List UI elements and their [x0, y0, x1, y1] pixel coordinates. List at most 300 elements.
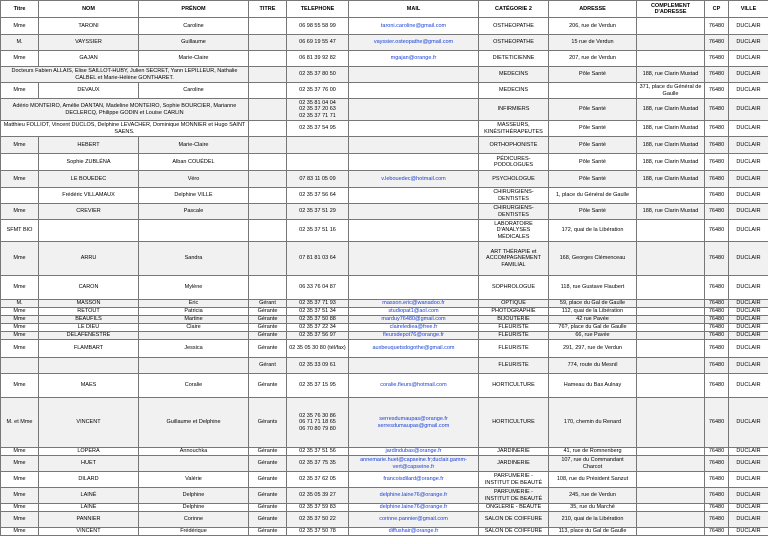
- col-header-adresse: ADRESSE: [549, 1, 637, 18]
- cell-categorie: CHIRURGIENS-DENTISTES: [479, 188, 549, 204]
- cell-telephone: 07 81 81 03 64: [287, 242, 349, 276]
- cell-prenom: Patricia: [139, 308, 249, 316]
- cell-titre-2: [249, 51, 287, 67]
- cell-adresse: 113, place du Gal de Gaulle: [549, 528, 637, 536]
- cell-categorie: PHOTOGRAPHIE: [479, 308, 549, 316]
- table-row: [1, 18, 768, 35]
- cell-adresse: 107, rue du Commandant Charcot: [549, 456, 637, 472]
- cell-ville: DUCLAIR: [729, 204, 768, 220]
- table-row: [1, 332, 768, 340]
- cell-titre: SFMT BIO: [1, 220, 39, 242]
- table-row: [1, 340, 768, 358]
- cell-mail: [349, 242, 479, 276]
- table-row: [1, 204, 768, 220]
- cell-complement: [637, 398, 705, 448]
- cell-complement: [637, 332, 705, 340]
- header-row: [1, 1, 768, 18]
- cell-titre-2: [249, 99, 287, 121]
- cell-cp: 76480: [705, 18, 729, 35]
- cell-adresse: 112, quai de la Libération: [549, 308, 637, 316]
- cell-titre: Mme: [1, 324, 39, 332]
- cell-titre-2: [249, 276, 287, 300]
- cell-telephone: 02 35 37 75 35: [287, 456, 349, 472]
- table-row: [1, 51, 768, 67]
- cell-adresse: Pôle Santé: [549, 154, 637, 171]
- cell-telephone: 02 35 37 56 64: [287, 188, 349, 204]
- cell-complement: [637, 456, 705, 472]
- cell-cp: 76480: [705, 488, 729, 504]
- cell-mail: [349, 121, 479, 137]
- cell-titre-2: [249, 121, 287, 137]
- cell-titre-2: [249, 188, 287, 204]
- cell-adresse: 774, route du Mesnil: [549, 358, 637, 374]
- cell-ville: DUCLAIR: [729, 512, 768, 528]
- cell-mail[interactable]: fleursdepot76@orange.fr: [349, 332, 479, 340]
- cell-mail[interactable]: serresdumaupas@orange.fr serresdumaupas@gmail.com: [349, 398, 479, 448]
- cell-ville: DUCLAIR: [729, 220, 768, 242]
- cell-cp: 76480: [705, 472, 729, 488]
- cell-mail[interactable]: studiopat1@aol.com: [349, 308, 479, 316]
- cell-categorie: BIJOUTERIE: [479, 316, 549, 324]
- cell-cp: 76480: [705, 316, 729, 324]
- cell-mail: [349, 67, 479, 83]
- cell-categorie: HORTICULTURE: [479, 398, 549, 448]
- cell-titre: [1, 154, 39, 171]
- cell-categorie: MASSEURS, KINÉSITHÉRAPEUTES: [479, 121, 549, 137]
- cell-adresse: Pôle Santé: [549, 171, 637, 188]
- cell-prenom: Sandra: [139, 242, 249, 276]
- cell-nom: DELAFENESTRE: [39, 332, 139, 340]
- cell-telephone: 06 69 19 55 47: [287, 35, 349, 51]
- cell-titre: [1, 188, 39, 204]
- cell-titre: M.: [1, 35, 39, 51]
- cell-prenom: Marie-Claire: [139, 137, 249, 154]
- cell-cp: 76480: [705, 121, 729, 137]
- cell-adresse: Pôle Santé: [549, 204, 637, 220]
- cell-nom: LE DIEU: [39, 324, 139, 332]
- cell-ville: DUCLAIR: [729, 332, 768, 340]
- cell-mail[interactable]: v.lebouedec@hotmail.com: [349, 171, 479, 188]
- cell-nom: DILARD: [39, 472, 139, 488]
- cell-titre-2: Gérant: [249, 300, 287, 308]
- col-header-ville: VILLE: [729, 1, 768, 18]
- cell-adresse: 1, place du Général de Gaulle: [549, 188, 637, 204]
- cell-nom: LAINÉ: [39, 504, 139, 512]
- cell-titre: M. et Mme: [1, 398, 39, 448]
- table-row: [1, 188, 768, 204]
- cell-titre-2: [249, 220, 287, 242]
- cell-categorie: LABORATOIRE D'ANALYSES MÉDICALES: [479, 220, 549, 242]
- cell-titre-2: [249, 171, 287, 188]
- cell-mail[interactable]: masson.eric@wanadoo.fr: [349, 300, 479, 308]
- cell-titre-2: Gérante: [249, 528, 287, 536]
- cell-cp: 76480: [705, 308, 729, 316]
- cell-titre: M.: [1, 300, 39, 308]
- cell-mail[interactable]: jardindubas@orange.fr: [349, 448, 479, 456]
- cell-telephone: [287, 137, 349, 154]
- cell-prenom: Annouchka: [139, 448, 249, 456]
- cell-nom: LAINÉ: [39, 488, 139, 504]
- cell-cp: 76480: [705, 83, 729, 99]
- cell-mail: [349, 83, 479, 99]
- cell-ville: DUCLAIR: [729, 137, 768, 154]
- cell-adresse: 15 rue de Verdun: [549, 35, 637, 51]
- table-row: [1, 488, 768, 504]
- cell-telephone: 02 35 37 22 34: [287, 324, 349, 332]
- cell-mail[interactable]: auxbeuquetsdogothe@gmail.com: [349, 340, 479, 358]
- cell-categorie: PSYCHOLOGUE: [479, 171, 549, 188]
- cell-complement: [637, 220, 705, 242]
- cell-ville: DUCLAIR: [729, 51, 768, 67]
- col-header-titre-2: TITRE: [249, 1, 287, 18]
- cell-telephone: 02 35 37 54 95: [287, 121, 349, 137]
- cell-nom: BEAUFILS: [39, 316, 139, 324]
- cell-telephone: 06 81 39 92 82: [287, 51, 349, 67]
- cell-ville: DUCLAIR: [729, 504, 768, 512]
- cell-nom: [39, 358, 139, 374]
- cell-categorie: HORTICULTURE: [479, 374, 549, 398]
- cell-categorie: FLEURISTE: [479, 340, 549, 358]
- cell-prenom: Valérie: [139, 472, 249, 488]
- cell-titre-2: Gérante: [249, 316, 287, 324]
- cell-prenom: Mylène: [139, 276, 249, 300]
- cell-categorie: ONGLERIE - BEAUTÉ: [479, 504, 549, 512]
- cell-ville: DUCLAIR: [729, 456, 768, 472]
- cell-adresse: 118, rue Gustave Flaubert: [549, 276, 637, 300]
- cell-mail[interactable]: delphine.laine76@orange.fr: [349, 504, 479, 512]
- cell-prenom: Frédérique: [139, 528, 249, 536]
- cell-titre: Mme: [1, 204, 39, 220]
- cell-titre-2: Gérant: [249, 358, 287, 374]
- cell-cp: 76480: [705, 324, 729, 332]
- cell-telephone: 02 35 33 09 61: [287, 358, 349, 374]
- cell-prenom: Corinne: [139, 512, 249, 528]
- cell-titre: Matthieu FOLLIOT, Vincent DUCLOS, Delphine LEVACHER, Dominique MONNIER et Hugo SAINT SAENS.: [1, 121, 249, 137]
- cell-titre: Mme: [1, 340, 39, 358]
- cell-prenom: Véro: [139, 171, 249, 188]
- cell-titre: Mme: [1, 276, 39, 300]
- cell-complement: 188, rue Clarin Mustad: [637, 67, 705, 83]
- cell-titre: Mme: [1, 242, 39, 276]
- cell-prenom: Guillaume: [139, 35, 249, 51]
- cell-ville: DUCLAIR: [729, 448, 768, 456]
- cell-telephone: 02 35 05 30 80 (tél/fax): [287, 340, 349, 358]
- cell-cp: 76480: [705, 504, 729, 512]
- cell-titre: Mme: [1, 308, 39, 316]
- cell-categorie: PARFUMERIE - INSTITUT DE BEAUTÉ: [479, 488, 549, 504]
- cell-telephone: 02 35 37 50 78: [287, 528, 349, 536]
- col-header-mail: MAIL: [349, 1, 479, 18]
- cell-adresse: [549, 83, 637, 99]
- cell-cp: 76480: [705, 512, 729, 528]
- cell-titre-2: Gérante: [249, 332, 287, 340]
- table-body: [1, 18, 768, 536]
- cell-categorie: FLEURISTE: [479, 332, 549, 340]
- cell-categorie: JARDINERIE: [479, 456, 549, 472]
- cell-complement: 188, rue Clarin Mustad: [637, 154, 705, 171]
- cell-nom: HEBERT: [39, 137, 139, 154]
- cell-ville: DUCLAIR: [729, 340, 768, 358]
- cell-ville: DUCLAIR: [729, 83, 768, 99]
- cell-nom: MAES: [39, 374, 139, 398]
- cell-nom: VINCENT: [39, 528, 139, 536]
- cell-titre: Mme: [1, 512, 39, 528]
- cell-ville: DUCLAIR: [729, 171, 768, 188]
- cell-mail[interactable]: clairelediea@free.fr: [349, 324, 479, 332]
- cell-adresse: 66, rue Pavée: [549, 332, 637, 340]
- cell-prenom: Delphine: [139, 488, 249, 504]
- cell-mail[interactable]: taroni.caroline@gmail.com: [349, 18, 479, 35]
- table-row: [1, 324, 768, 332]
- cell-nom: TARONI: [39, 18, 139, 35]
- cell-prenom: Delphine VILLE: [139, 188, 249, 204]
- cell-complement: [637, 488, 705, 504]
- cell-cp: 76480: [705, 300, 729, 308]
- cell-complement: [637, 51, 705, 67]
- cell-complement: [637, 358, 705, 374]
- col-header-telephone: TELEPHONE: [287, 1, 349, 18]
- cell-categorie: ORTHOPHONISTE: [479, 137, 549, 154]
- cell-mail[interactable]: vayssier.osteopathe@gmail.com: [349, 35, 479, 51]
- cell-ville: DUCLAIR: [729, 358, 768, 374]
- cell-complement: 188, rue Clarin Mustad: [637, 137, 705, 154]
- cell-prenom: Coralie: [139, 374, 249, 398]
- cell-titre: Mme: [1, 448, 39, 456]
- cell-nom: LE BOUEDEC: [39, 171, 139, 188]
- cell-adresse: Pôle Santé: [549, 99, 637, 121]
- cell-nom: CREVIER: [39, 204, 139, 220]
- table-row: [1, 83, 768, 99]
- cell-telephone: 02 35 37 62 05: [287, 472, 349, 488]
- cell-complement: [637, 504, 705, 512]
- cell-categorie: FLEURISTE: [479, 358, 549, 374]
- cell-nom: VINCENT: [39, 398, 139, 448]
- cell-ville: DUCLAIR: [729, 528, 768, 536]
- table-row: [1, 316, 768, 324]
- cell-prenom: Caroline: [139, 18, 249, 35]
- cell-complement: [637, 528, 705, 536]
- cell-categorie: SOPHROLOGUE: [479, 276, 549, 300]
- cell-prenom: [139, 358, 249, 374]
- cell-complement: [637, 472, 705, 488]
- cell-cp: 76480: [705, 220, 729, 242]
- cell-prenom: [139, 456, 249, 472]
- table-row: [1, 99, 768, 121]
- cell-telephone: 02 35 37 51 29: [287, 204, 349, 220]
- table-row: [1, 137, 768, 154]
- cell-cp: 76480: [705, 188, 729, 204]
- cell-categorie: SALON DE COIFFURE: [479, 528, 549, 536]
- cell-mail[interactable]: marduy76480@gmail.com: [349, 316, 479, 324]
- table-row: [1, 528, 768, 536]
- cell-complement: 188, rue Clarin Mustad: [637, 204, 705, 220]
- cell-telephone: 06 98 55 58 99: [287, 18, 349, 35]
- cell-complement: 188, rue Clarin Mustad: [637, 99, 705, 121]
- cell-telephone: 07 83 11 05 09: [287, 171, 349, 188]
- cell-telephone: 02 35 37 51 34: [287, 308, 349, 316]
- cell-categorie: PARFUMERIE - INSTITUT DE BEAUTÉ: [479, 472, 549, 488]
- cell-adresse: 108, rue du Président Sanzut: [549, 472, 637, 488]
- cell-prenom: Éric: [139, 300, 249, 308]
- cell-adresse: 59, place du Gal de Gaulle: [549, 300, 637, 308]
- cell-telephone: 02 35 37 50 22: [287, 512, 349, 528]
- cell-telephone: 02 35 37 51 56: [287, 448, 349, 456]
- cell-complement: [637, 512, 705, 528]
- cell-titre-2: Gérante: [249, 504, 287, 512]
- table-row: [1, 220, 768, 242]
- table-row: [1, 504, 768, 512]
- cell-mail[interactable]: delphine.laine76@orange.fr: [349, 488, 479, 504]
- cell-titre-2: Gérante: [249, 488, 287, 504]
- cell-nom: RETOUT: [39, 308, 139, 316]
- cell-cp: 76480: [705, 340, 729, 358]
- cell-cp: 76480: [705, 35, 729, 51]
- cell-mail: [349, 137, 479, 154]
- cell-nom: CARON: [39, 276, 139, 300]
- cell-nom: FLAMBART: [39, 340, 139, 358]
- cell-complement: [637, 340, 705, 358]
- cell-mail: [349, 276, 479, 300]
- cell-categorie: JARDINERIE: [479, 448, 549, 456]
- cell-telephone: 02 35 37 71 93: [287, 300, 349, 308]
- cell-ville: DUCLAIR: [729, 308, 768, 316]
- cell-nom: VAYSSIER: [39, 35, 139, 51]
- cell-categorie: ART THÉRAPIE et ACCOMPAGNEMENT FAMILIAL: [479, 242, 549, 276]
- cell-nom: MASSON: [39, 300, 139, 308]
- cell-prenom: [139, 332, 249, 340]
- cell-adresse: Hameau du Bas Aulnay: [549, 374, 637, 398]
- cell-categorie: OSTHEOPATHE: [479, 18, 549, 35]
- cell-ville: DUCLAIR: [729, 374, 768, 398]
- table-row: [1, 154, 768, 171]
- cell-cp: 76480: [705, 204, 729, 220]
- cell-telephone: 06 33 76 04 87: [287, 276, 349, 300]
- cell-titre-2: [249, 137, 287, 154]
- cell-categorie: MEDECINS: [479, 83, 549, 99]
- cell-cp: 76480: [705, 528, 729, 536]
- cell-mail[interactable]: francoisdilard@orange.fr: [349, 472, 479, 488]
- cell-mail[interactable]: annemarie.huet@capseine.fr;duclair.gamm-vert@capseine.fr: [349, 456, 479, 472]
- cell-prenom: Caroline: [139, 83, 249, 99]
- table-row: [1, 448, 768, 456]
- table-row: [1, 512, 768, 528]
- cell-titre-2: Gérante: [249, 472, 287, 488]
- cell-titre: Mme: [1, 528, 39, 536]
- cell-categorie: OSTHEOPATHE: [479, 35, 549, 51]
- table-row: [1, 472, 768, 488]
- cell-complement: [637, 188, 705, 204]
- cell-adresse: 210, quai de la Libération: [549, 512, 637, 528]
- cell-titre-2: Gérante: [249, 374, 287, 398]
- cell-mail[interactable]: diffushair@orange.fr: [349, 528, 479, 536]
- cell-prenom: Marie-Claire: [139, 51, 249, 67]
- cell-prenom: Guillaume et Delphine: [139, 398, 249, 448]
- col-header-prenom: PRÉNOM: [139, 1, 249, 18]
- table-row: [1, 242, 768, 276]
- cell-nom: Sophie ZUBLÉNA: [39, 154, 139, 171]
- cell-titre: Mme: [1, 171, 39, 188]
- col-header-complement: COMPLEMENT D'ADRESSE: [637, 1, 705, 18]
- cell-telephone: [287, 154, 349, 171]
- cell-telephone: 02 35 76 30 86 06 71 71 18 65 06 70 80 79 80: [287, 398, 349, 448]
- cell-complement: [637, 374, 705, 398]
- cell-nom: [39, 220, 139, 242]
- cell-adresse: 291, 297, rue de Verdun: [549, 340, 637, 358]
- cell-telephone: 02 35 37 80 50: [287, 67, 349, 83]
- cell-telephone: 02 35 37 51 16: [287, 220, 349, 242]
- cell-titre: Mme: [1, 472, 39, 488]
- cell-categorie: OPTIQUE: [479, 300, 549, 308]
- cell-titre-2: [249, 35, 287, 51]
- cell-ville: DUCLAIR: [729, 99, 768, 121]
- cell-mail: [349, 358, 479, 374]
- cell-ville: DUCLAIR: [729, 472, 768, 488]
- cell-telephone: 02 35 37 56 97: [287, 332, 349, 340]
- cell-titre-2: Gérante: [249, 456, 287, 472]
- cell-cp: 76480: [705, 358, 729, 374]
- cell-titre: [1, 358, 39, 374]
- cell-nom: LOPERA: [39, 448, 139, 456]
- cell-cp: 76480: [705, 276, 729, 300]
- cell-titre-2: [249, 204, 287, 220]
- cell-ville: DUCLAIR: [729, 316, 768, 324]
- cell-categorie: SALON DE COIFFURE: [479, 512, 549, 528]
- cell-titre: Mme: [1, 18, 39, 35]
- cell-adresse: 245, rue de Verdun: [549, 488, 637, 504]
- cell-titre-2: [249, 242, 287, 276]
- cell-titre-2: Gérants: [249, 398, 287, 448]
- cell-adresse: 206, rue de Verdun: [549, 18, 637, 35]
- cell-cp: 76480: [705, 154, 729, 171]
- col-header-nom: NOM: [39, 1, 139, 18]
- cell-titre: Mme: [1, 488, 39, 504]
- cell-complement: [637, 18, 705, 35]
- cell-titre-2: Gérante: [249, 448, 287, 456]
- cell-adresse: 42 rue Pavée: [549, 316, 637, 324]
- cell-titre-2: [249, 67, 287, 83]
- col-header-cp: CP: [705, 1, 729, 18]
- cell-telephone: 02 35 37 59 83: [287, 504, 349, 512]
- cell-nom: Frédéric VILLAMAUX: [39, 188, 139, 204]
- cell-prenom: Alban COUÉDEL: [139, 154, 249, 171]
- cell-prenom: Delphine: [139, 504, 249, 512]
- cell-mail[interactable]: corinne.pannier@gmail.com: [349, 512, 479, 528]
- cell-categorie: INFIRMIERS: [479, 99, 549, 121]
- cell-ville: DUCLAIR: [729, 188, 768, 204]
- cell-telephone: 02 35 81 04 04 02 35 37 20 63 02 35 37 71 71: [287, 99, 349, 121]
- cell-adresse: Pôle Santé: [549, 137, 637, 154]
- cell-prenom: Claire: [139, 324, 249, 332]
- cell-cp: 76480: [705, 171, 729, 188]
- cell-mail[interactable]: coralie.fleurs@hotmail.com: [349, 374, 479, 398]
- cell-titre-2: Gérante: [249, 324, 287, 332]
- table-row: [1, 358, 768, 374]
- cell-cp: 76480: [705, 99, 729, 121]
- cell-mail: [349, 220, 479, 242]
- cell-titre: Docteurs Fabien ALLAIS, Elise SAILLOT-HUBY, Julien SECRET, Yann LEPILLEUR, Nathalie CALBEL et Marie-Hélène GONTHARET.: [1, 67, 249, 83]
- cell-complement: [637, 300, 705, 308]
- cell-titre: Mme: [1, 456, 39, 472]
- table-row: [1, 276, 768, 300]
- cell-mail[interactable]: mgajan@orange.fr: [349, 51, 479, 67]
- cell-ville: DUCLAIR: [729, 276, 768, 300]
- cell-mail: [349, 188, 479, 204]
- cell-adresse: 41, rue de Romnenberg: [549, 448, 637, 456]
- cell-complement: [637, 35, 705, 51]
- cell-titre: Mme: [1, 504, 39, 512]
- cell-ville: DUCLAIR: [729, 67, 768, 83]
- cell-mail: [349, 204, 479, 220]
